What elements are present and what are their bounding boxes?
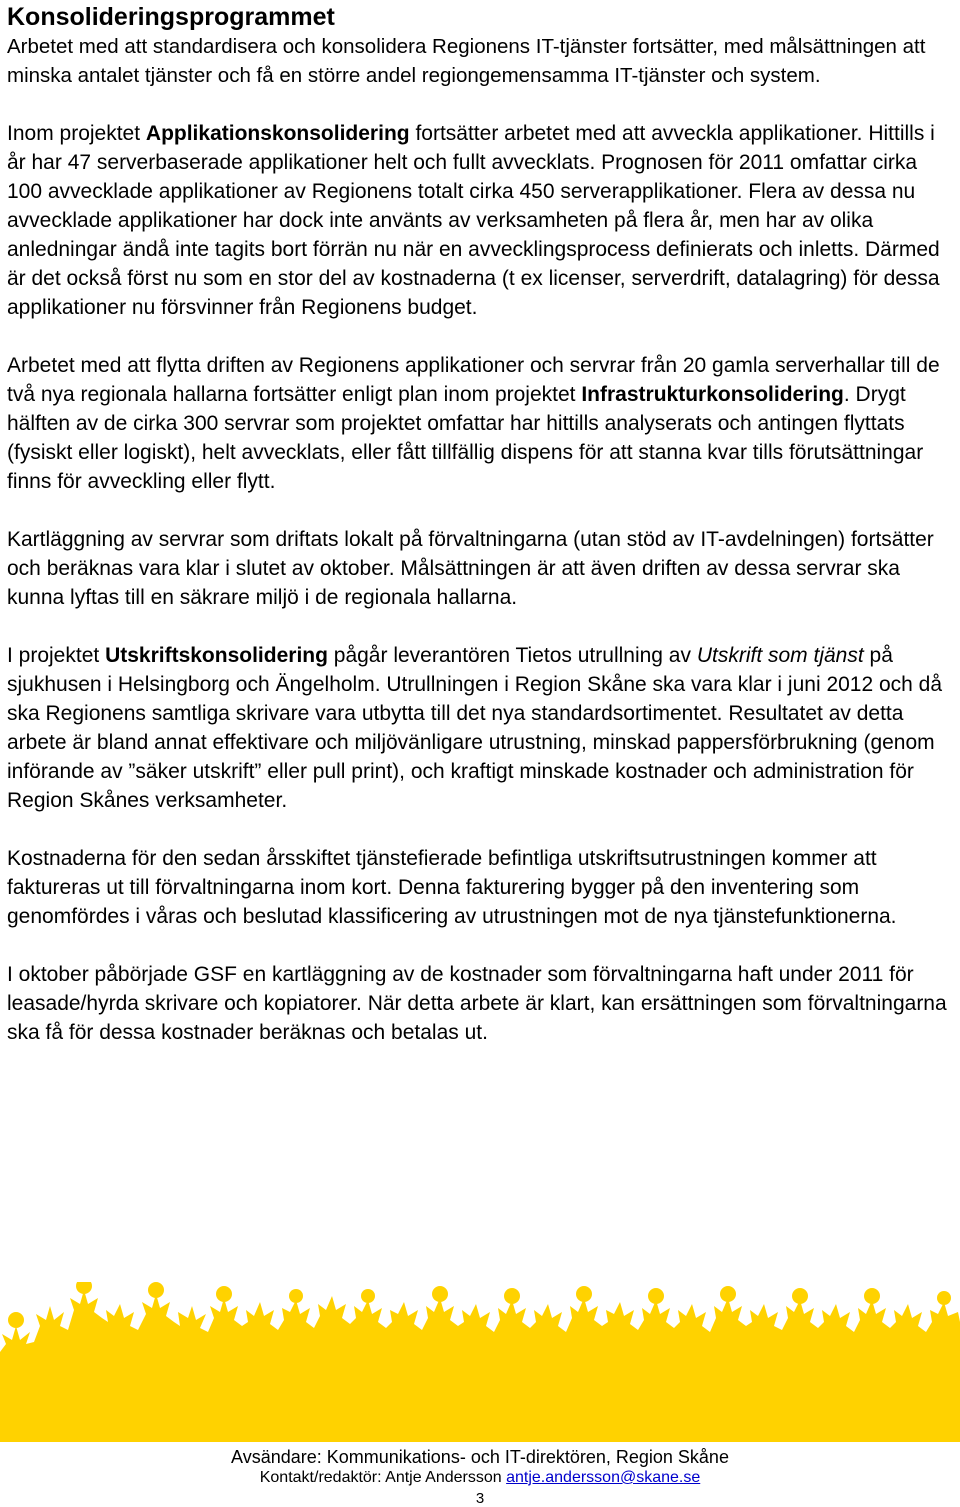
paragraph-utskriftskonsolidering: I projektet Utskriftskonsolidering pågår leverantören Tietos utrullning av Utskrift som tjänst på sjukhusen i Helsingborg och Ängelholm. Utrullningen i Region Skåne ska vara klar i juni 2012 och då ska Regionens samtliga skrivare vara utbytta till det nya standardsortimentet. Resultatet av detta arbete är bland annat effektivare och miljövänligare utrustning, minskad pappersförbrukning (genom införande av ”säker utskrift” eller pull print), och kraftigt minskade kostnader och administration för Region Skånes verksamheter. <box>7 644 943 812</box>
project-name-infrastrukturkonsolidering: Infrastrukturkonsolidering <box>581 383 844 406</box>
paragraph-applikationskonsolidering: Inom projektet Applikationskonsolidering fortsätter arbetet med att avveckla applikationer. Hittills i år har 47 serverbaserade applikationer helt och fullt avvecklats. Prognosen för 2011 omfattar cirka 100 avvecklade applikationer av Regionens totalt cirka 450 serverapplikationer. Flera av dessa nu avvecklade applikationer har dock inte använts av verksamheten på flera år, men har av olika anledningar ändå inte tagits bort förrän nu när en avvecklingsprocess definierats och inletts. Därmed är det också först nu som en stor del av kostnaderna (t ex licenser, serverdrift, datalagring) för dessa applikationer nu försvinner från Regionens budget. <box>7 122 940 319</box>
service-name-italic: Utskrift som tjänst <box>696 644 864 667</box>
footer-sender: Avsändare: Kommunikations- och IT-direktören, Region Skåne <box>231 1447 729 1467</box>
paragraph-gsf-kartlaggning: I oktober påbörjade GSF en kartläggning av de kostnader som förvaltningarna haft under 2011 för leasade/hyrda skrivare och kopiatorer. När detta arbete är klart, kan ersättningen som förvaltningarna ska få för dessa kostnader beräknas och betalas ut. <box>7 963 947 1044</box>
paragraph-kostnader: Kostnaderna för den sedan årsskiftet tjänstefierade befintliga utskriftsutrustningen kommer att faktureras ut till förvaltningarna inom kort. Denna fakturering bygger på den inventering som genomfördes i våras och beslutad klassificering av utrustningen mot de nya tjänstefunktionerna. <box>7 847 897 928</box>
project-name-applikationskonsolidering: Applikationskonsolidering <box>145 122 410 145</box>
region-skane-figures-banner <box>0 1282 960 1442</box>
contact-email-link[interactable]: antje.andersson@skane.se <box>506 1469 701 1486</box>
page-number: 3 <box>475 1490 485 1507</box>
paragraph-avveckling-detail: Flera av dessa nu avvecklade applikationer har dock inte använts av verksamheten på flera år, men har av olika anledningar ändå inte tagits bort förrän nu när en avvecklingsprocess definierats och inletts. Därmed är det också först nu som en stor del av kostnaderna (t ex licenser, serverdrift, datalagring) för dessa applikationer nu försvinner från Regionens budget. <box>7 180 940 319</box>
footer-contact: Kontakt/redaktör: Antje Andersson antje.andersson@skane.se <box>259 1469 701 1486</box>
document-page <box>7 0 953 1047</box>
banner-yellow-figures-shape <box>0 1290 960 1442</box>
intro-paragraph: Arbetet med att standardisera och konsolidera Regionens IT-tjänster fortsätter, med målsättningen att minska antalet tjänster och få en större andel regiongemensamma IT-tjänster och system. <box>7 35 926 87</box>
paragraph-infrastrukturkonsolidering: Arbetet med att flytta driften av Regionens applikationer och servrar från 20 gamla serverhallar till de två nya regionala hallarna fortsätter enligt plan inom projektet Infrastrukturkonsolidering. Drygt hälften av de cirka 300 servrar som projektet omfattar har hittills analyserats och antingen flyttats (fysiskt eller logiskt), helt avvecklats, eller fått tillfällig dispens för att stanna kvar tills förutsättningar finns för avveckling eller flytt. <box>7 354 940 493</box>
page-title: Konsolideringsprogrammet <box>7 3 335 31</box>
paragraph-kartlaggning: Kartläggning av servrar som driftats lokalt på förvaltningarna (utan stöd av IT-avdelningen) fortsätter och beräknas vara klar i slutet av oktober. Målsättningen är att även driften av dessa servrar ska kunna lyftas till en säkrare miljö i de regionala hallarna. <box>7 528 934 609</box>
project-name-utskriftskonsolidering: Utskriftskonsolidering <box>105 644 328 667</box>
